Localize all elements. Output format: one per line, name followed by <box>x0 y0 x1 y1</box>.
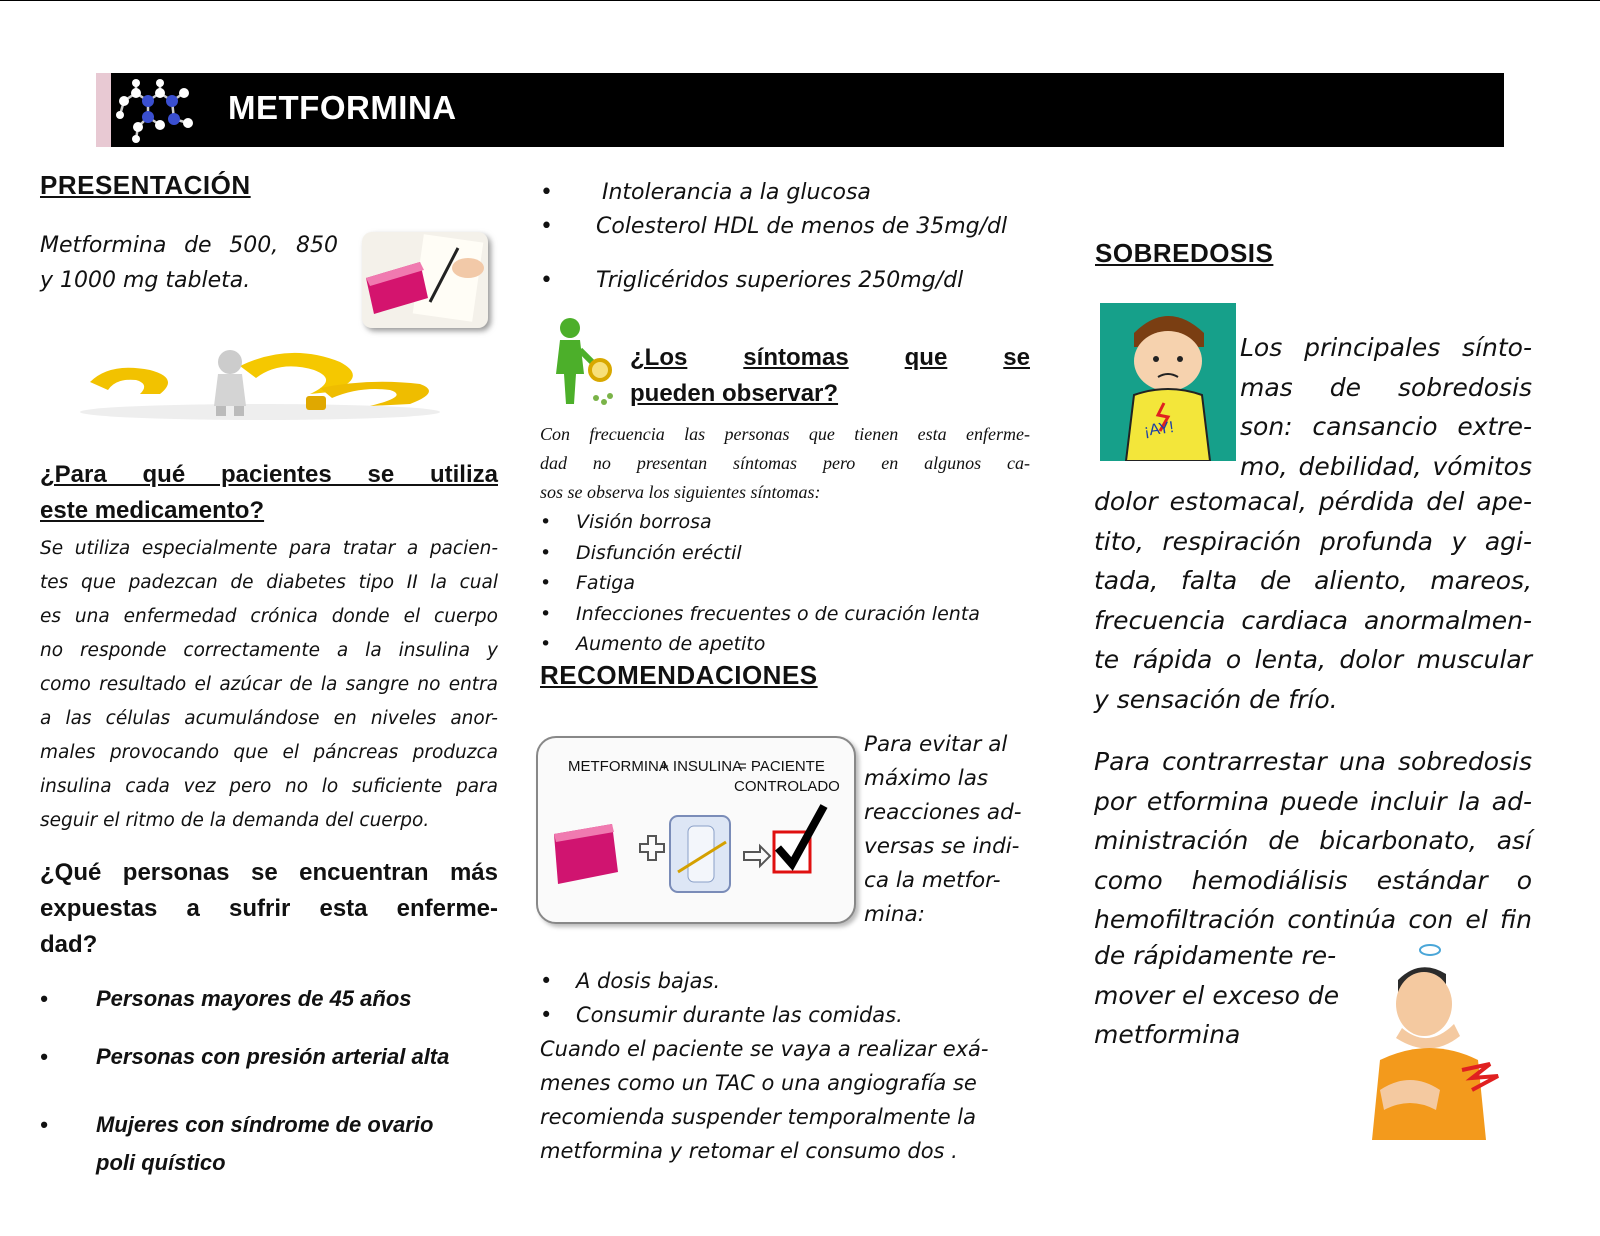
nauseous-man-image <box>1350 940 1510 1140</box>
sick-boy-badge-text: ¡AY! <box>1142 419 1175 441</box>
recomendaciones-final-line: menes como un TAC o una angiografía se <box>540 1071 977 1095</box>
diagram-label-1: METFORMINA <box>568 758 669 775</box>
bullet-icon: • <box>40 986 48 1011</box>
sobredosis-side-line: son: cansancio extre- <box>1240 412 1532 441</box>
banner-accent <box>96 73 111 147</box>
sintomas-heading-word: síntomas <box>743 344 849 371</box>
para-que-heading-line-2: este medicamento? <box>40 497 265 524</box>
para-que-line: no responde correctamente a la insulina y <box>40 640 498 661</box>
sintomas-item: Fatiga <box>576 572 636 594</box>
sobredosis-contra-short-line: de rápidamente re- <box>1094 941 1337 970</box>
sobredosis-contra-line: hemofiltración continúa con el fin <box>1094 905 1532 934</box>
para-que-line: a las células acumulándose en niveles anor- <box>40 708 498 729</box>
recomendaciones-side-line: ca la metfor- <box>864 868 1001 893</box>
recomendaciones-side-line: mina: <box>864 902 925 927</box>
bullet-icon: • <box>540 969 553 993</box>
sintomas-heading-word: ¿Los <box>630 344 688 371</box>
para-que-line: como resultado el azúcar de la sangre no entra <box>40 674 498 695</box>
recomendaciones-item: Consumir durante las comidas. <box>576 1003 903 1027</box>
sobredosis-side-text <box>1240 328 1532 486</box>
sintomas-item: Aumento de apetito <box>576 633 766 655</box>
sintomas-item: Disfunción eréctil <box>576 541 742 564</box>
sintomas-heading-word: que <box>904 344 948 371</box>
page-title: METFORMINA <box>228 89 457 126</box>
bullet-icon: • <box>540 511 552 533</box>
sobredosis-full-line: frecuencia cardiaca anormalmen- <box>1094 605 1532 635</box>
sobredosis-contra-short <box>1094 936 1344 1055</box>
sobredosis-contra-line: ministración de bicarbonato, así <box>1094 826 1532 855</box>
sintomas-heading-word: se <box>1003 344 1030 371</box>
sobredosis-full-line: tada, falta de aliento, mareos, <box>1094 566 1532 595</box>
recomendaciones-final-line: recomienda suspender temporalmente la <box>540 1105 976 1129</box>
bullet-icon: • <box>540 1003 553 1027</box>
diagram-label-4: CONTROLADO <box>734 778 840 795</box>
expuestas-item: poli quístico <box>96 1150 226 1175</box>
recomendaciones-item: A dosis bajas. <box>576 969 721 993</box>
sobredosis-full-line: tito, respiración profunda y agi- <box>1094 526 1532 556</box>
presentacion-heading: PRESENTACIÓN <box>40 170 251 200</box>
page-top-rule <box>0 0 1600 1</box>
recomendaciones-final-line: Cuando el paciente se vaya a realizar exá- <box>540 1037 989 1061</box>
expuestas-item: Mujeres con síndrome de ovario <box>96 1112 434 1137</box>
sobredosis-full-text <box>1094 482 1532 719</box>
sintomas-intro-line: dad no presentan síntomas pero en algunos ca- <box>540 453 1030 473</box>
bullet-icon: • <box>40 1044 48 1069</box>
sintomas-heading-line-2: pueden observar? <box>630 380 839 407</box>
expuestas-item: Personas con presión arterial alta <box>96 1044 450 1069</box>
sick-boy-image <box>1100 303 1236 461</box>
expuestas-heading-line-3: dad? <box>40 931 98 958</box>
recomendaciones-final <box>540 1032 1020 1168</box>
presentacion-line-1: Metformina de 500, 850 <box>40 233 338 258</box>
para-que-line: es una enfermedad crónica donde el cuerpo <box>40 606 498 627</box>
expuestas-heading-line-2: expuestas a sufrir esta enferme- <box>40 895 498 922</box>
sobredosis-full-line: te rápida o lenta, dolor muscular <box>1094 645 1532 674</box>
sintomas-intro-line: sos se observa los siguientes síntomas: <box>540 482 821 502</box>
sobredosis-side-line: Los principales sínto- <box>1240 333 1532 362</box>
bullet-icon: • <box>540 180 553 205</box>
sobredosis-heading: SOBREDOSIS <box>1095 238 1274 268</box>
recomendaciones-side-text <box>864 728 1021 932</box>
sobredosis-contra-line: por etformina puede incluir la ad- <box>1094 786 1532 816</box>
sobredosis-contra-short-line: metformina <box>1094 1020 1241 1049</box>
molecule-icon <box>114 79 204 143</box>
bullet-icon: • <box>540 268 553 293</box>
bullet-icon: • <box>40 1112 48 1137</box>
para-que-line: tes que padezcan de diabetes tipo II la cual <box>40 572 498 593</box>
recomendaciones-side-line: reacciones ad- <box>864 800 1022 825</box>
sobredosis-contra-line: Para contrarrestar una sobredosis <box>1094 747 1532 776</box>
bullet-icon: • <box>540 214 553 239</box>
presentacion-line-2: y 1000 mg tableta. <box>40 268 251 293</box>
bullet-icon: • <box>540 633 552 655</box>
para-que-line: Se utiliza especialmente para tratar a pacien- <box>40 538 498 559</box>
sobredosis-full-line: dolor estomacal, pérdida del ape- <box>1094 487 1532 516</box>
sobredosis-contra-short-line: mover el exceso de <box>1094 980 1340 1010</box>
sobredosis-contra-text <box>1094 742 1532 940</box>
bullet-icon: • <box>540 602 552 625</box>
diagram-label-3: = PACIENTE <box>738 758 825 775</box>
recomendaciones-list <box>540 964 1030 1032</box>
sintomas-item: Infecciones frecuentes o de curación lenta <box>576 602 980 625</box>
expuestas-heading-line-1: ¿Qué personas se encuentran más <box>40 859 498 886</box>
sintomas-list <box>540 507 1030 660</box>
header-banner <box>96 73 1504 147</box>
para-que-body <box>40 532 498 838</box>
sintomas-intro-line: Con frecuencia las personas que tienen esta enferme- <box>540 424 1030 444</box>
factores-item: Colesterol HDL de menos de 35mg/dl <box>596 214 1008 239</box>
recomendaciones-side-line: versas se indi- <box>864 834 1020 859</box>
sobredosis-contra-line: como hemodiálisis estándar o <box>1094 865 1532 895</box>
factores-item: Triglicéridos superiores 250mg/dl <box>596 268 964 293</box>
plus-icon <box>640 836 664 860</box>
sintomas-heading-line-1 <box>630 340 1030 376</box>
bullet-icon: • <box>540 541 552 564</box>
sobredosis-full-line: y sensación de frío. <box>1094 684 1338 714</box>
magnifier-figure-image <box>540 314 620 414</box>
bullet-icon: • <box>540 572 552 594</box>
factores-item: Intolerancia a la glucosa <box>602 180 871 205</box>
sobredosis-side-line: mo, debilidad, vómitos <box>1240 451 1532 481</box>
para-que-heading-line-1: ¿Para qué pacientes se utiliza <box>40 461 498 488</box>
recomendaciones-side-line: máximo las <box>864 766 989 791</box>
para-que-line: seguir el ritmo de la demanda del cuerpo. <box>40 810 430 831</box>
sintomas-item: Visión borrosa <box>576 511 712 533</box>
question-marks-image <box>70 322 450 422</box>
arrow-right-icon <box>744 846 770 866</box>
para-que-line: insulina cada vez pero no lo suficiente para <box>40 776 498 797</box>
recomendaciones-side-line: Para evitar al <box>864 732 1008 757</box>
recomendaciones-final-line: metformina y retomar el consumo dos . <box>540 1139 958 1163</box>
sobredosis-side-line: mas de sobredosis <box>1240 372 1532 402</box>
sintomas-intro <box>540 420 1030 507</box>
formula-diagram <box>536 736 856 924</box>
diagram-graphics <box>548 802 844 912</box>
recomendaciones-heading: RECOMENDACIONES <box>540 660 818 690</box>
diagram-label-2: + INSULINA <box>660 758 743 775</box>
para-que-line: males provocando que el páncreas produzca <box>40 742 498 763</box>
expuestas-item: Personas mayores de 45 años <box>96 986 412 1011</box>
